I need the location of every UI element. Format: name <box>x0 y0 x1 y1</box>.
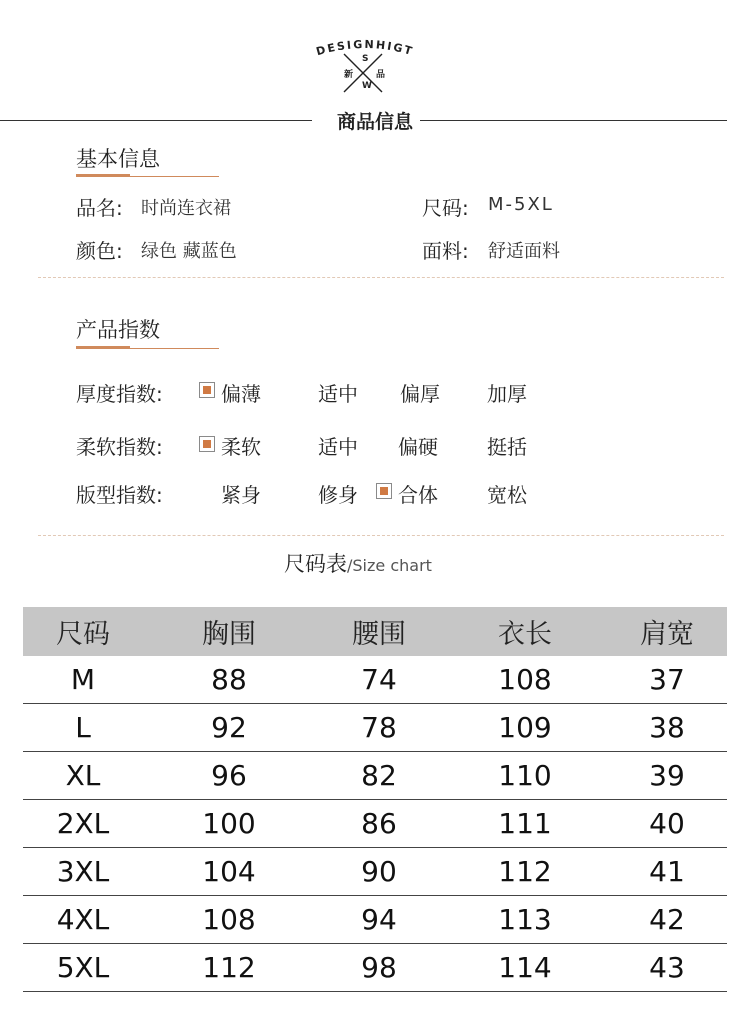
table-header-cell: 腰围 <box>352 619 406 650</box>
table-header-cell: 胸围 <box>202 619 256 650</box>
fit-option[interactable]: 宽松 <box>487 483 527 507</box>
color-label: 颜色: <box>76 239 123 263</box>
size-chart-title <box>284 548 432 578</box>
table-row <box>23 848 727 896</box>
logo-letter-right: 品 <box>376 70 386 80</box>
name-label: 品名: <box>76 196 123 220</box>
table-cell: 2XL <box>56 807 110 840</box>
table-header-cell: 衣长 <box>498 619 552 650</box>
table-row <box>23 944 727 992</box>
table-cell: M <box>70 663 96 696</box>
softness-option[interactable]: 柔软 <box>221 435 261 459</box>
table-row <box>23 752 727 800</box>
table-cell: 82 <box>361 759 397 792</box>
color-value: 绿色 藏蓝色 <box>141 241 237 262</box>
table-cell: 114 <box>498 951 552 984</box>
table-header-cell: 肩宽 <box>640 619 694 650</box>
table-cell: 88 <box>211 663 247 696</box>
size-chart-title-cn: 尺码表 <box>284 552 347 576</box>
product-index-title: 产品指数 <box>76 318 160 342</box>
fabric-value: 舒适面料 <box>488 241 560 262</box>
table-cell: 104 <box>202 855 256 888</box>
basic-info-underline <box>76 174 130 177</box>
table-cell: 74 <box>361 663 397 696</box>
brand-name: DESIGNHIGT <box>314 37 416 59</box>
table-cell: 39 <box>649 759 685 792</box>
table-cell: 40 <box>649 807 685 840</box>
table-cell: 108 <box>202 903 256 936</box>
table-header-row <box>23 607 727 656</box>
name-value: 时尚连衣裙 <box>141 198 231 219</box>
table-cell: 90 <box>361 855 397 888</box>
table-cell: 86 <box>361 807 397 840</box>
table-cell: 96 <box>211 759 247 792</box>
fit-option[interactable]: 合体 <box>398 483 438 507</box>
thickness-checkbox-selected[interactable] <box>199 382 215 398</box>
table-cell: 98 <box>361 951 397 984</box>
table-cell: 109 <box>498 711 552 744</box>
product-index-underline-thin <box>130 348 219 349</box>
fabric-label: 面料: <box>422 239 469 263</box>
table-cell: 112 <box>202 951 256 984</box>
logo-letter-bottom: W <box>362 81 372 91</box>
fit-label: 版型指数: <box>76 483 163 507</box>
softness-option[interactable]: 挺括 <box>487 435 527 459</box>
table-cell: 94 <box>361 903 397 936</box>
fit-checkbox-selected[interactable] <box>376 483 392 499</box>
basic-info-title: 基本信息 <box>76 147 160 171</box>
table-cell: 110 <box>498 759 552 792</box>
size-chart-title-en: /Size chart <box>347 556 432 575</box>
size-table <box>23 607 727 992</box>
logo-letter-top: S <box>362 54 369 64</box>
softness-option[interactable]: 适中 <box>318 435 358 459</box>
table-header-cell: 尺码 <box>56 619 110 650</box>
fit-option[interactable]: 修身 <box>318 483 358 507</box>
section-divider <box>38 535 724 536</box>
table-row <box>23 896 727 944</box>
table-row <box>23 800 727 848</box>
table-cell: XL <box>65 759 101 792</box>
table-cell: 92 <box>211 711 247 744</box>
fit-option[interactable]: 紧身 <box>221 483 261 507</box>
size-label: 尺码: <box>422 196 469 220</box>
softness-label: 柔软指数: <box>76 435 163 459</box>
table-cell: 38 <box>649 711 685 744</box>
table-cell: L <box>75 711 91 744</box>
softness-checkbox-selected[interactable] <box>199 436 215 452</box>
basic-info-underline-thin <box>130 176 219 177</box>
table-cell: 111 <box>498 807 552 840</box>
table-cell: 4XL <box>56 903 110 936</box>
size-value: M-5XL <box>488 194 554 215</box>
table-cell: 3XL <box>56 855 110 888</box>
table-cell: 42 <box>649 903 685 936</box>
table-cell: 100 <box>202 807 256 840</box>
softness-option[interactable]: 偏硬 <box>398 435 438 459</box>
table-cell: 108 <box>498 663 552 696</box>
table-cell: 78 <box>361 711 397 744</box>
table-cell: 37 <box>649 663 685 696</box>
thickness-label: 厚度指数: <box>76 382 163 406</box>
section-divider <box>38 277 724 278</box>
table-cell: 5XL <box>56 951 110 984</box>
table-row <box>23 656 727 704</box>
table-cell: 112 <box>498 855 552 888</box>
thickness-option[interactable]: 偏厚 <box>400 382 440 406</box>
logo-letter-left: 新 <box>344 70 354 80</box>
header-divider-left <box>0 120 312 121</box>
thickness-option[interactable]: 偏薄 <box>221 382 261 406</box>
table-cell: 41 <box>649 855 685 888</box>
table-row <box>23 704 727 752</box>
table-cell: 113 <box>498 903 552 936</box>
table-cell: 43 <box>649 951 685 984</box>
thickness-option[interactable]: 适中 <box>318 382 358 406</box>
header-divider-right <box>420 120 727 121</box>
page-title: 商品信息 <box>336 111 413 133</box>
product-index-underline <box>76 346 130 349</box>
thickness-option[interactable]: 加厚 <box>487 382 527 406</box>
